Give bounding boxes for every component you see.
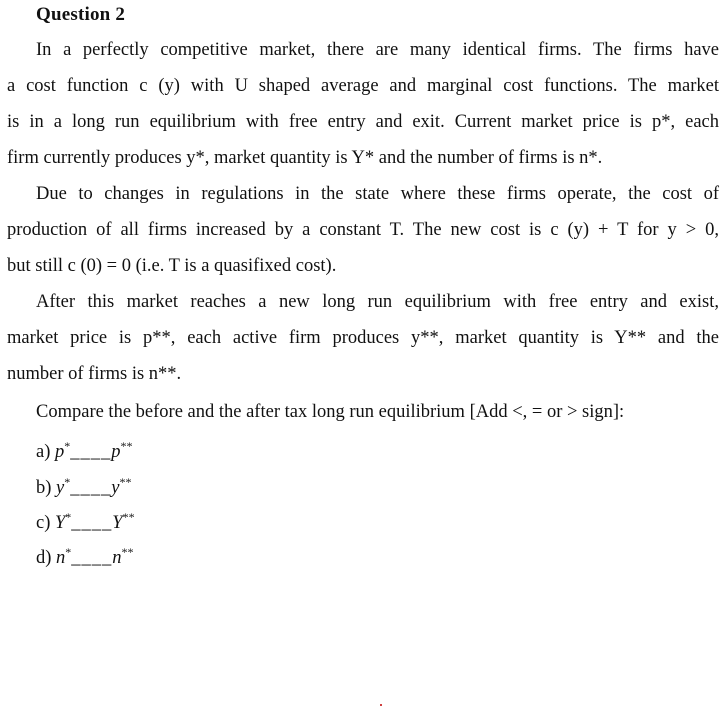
paragraph-text: production of all firms increased by a constant T. The new cost is c (y) + T for y > 0, [7, 220, 719, 240]
choice-left-sup: * [65, 510, 72, 524]
choice-d [36, 546, 134, 570]
choice-left-symbol: p [55, 442, 65, 462]
paragraph-line [7, 104, 719, 140]
answer-blank[interactable]: ____ [71, 548, 113, 568]
paragraph-line [7, 394, 719, 430]
paragraph-text: is in a long run equilibrium with free entry and exit. Current market price is p*, each [7, 112, 719, 132]
paragraph-line [7, 248, 719, 284]
paragraph-line [7, 140, 719, 176]
paragraph-line [7, 320, 719, 356]
question-title: Question 2 [36, 4, 126, 25]
paragraph-text: firm currently produces y*, market quantity is Y* and the number of firms is n*. [7, 148, 603, 168]
choice-right-symbol: y [111, 478, 120, 498]
paragraph-line [7, 212, 719, 248]
paragraph-text: number of firms is n**. [7, 364, 182, 384]
choice-left-sup: * [64, 439, 71, 453]
paragraph-new-equilibrium [7, 284, 719, 392]
choice-right-sup: ** [119, 475, 132, 489]
choice-left-sup: * [65, 545, 72, 559]
answer-blank[interactable]: ____ [70, 478, 112, 498]
paragraph-intro [7, 32, 719, 176]
answer-blank[interactable]: ____ [70, 442, 112, 462]
choice-label: a) [36, 442, 51, 462]
paragraph-text: market price is p**, each active firm produces y**, market quantity is Y** and the [7, 328, 719, 348]
paragraph-text: After this market reaches a new long run equilibrium with free entry and exist, [36, 292, 719, 312]
paragraph-line [7, 176, 719, 212]
choice-left-sup: * [64, 475, 71, 489]
choice-left-symbol: n [56, 548, 66, 568]
paragraph-text: a cost function c (y) with U shaped average and marginal cost functions. The market [7, 76, 719, 96]
choice-a [36, 440, 133, 464]
paragraph-text: Due to changes in regulations in the state where these firms operate, the cost of [36, 184, 719, 204]
choice-right-symbol: n [112, 548, 122, 568]
stray-dot [380, 704, 382, 706]
paragraph-text: In a perfectly competitive market, there are many identical firms. The firms have [36, 40, 719, 60]
choice-right-sup: ** [120, 439, 133, 453]
choice-left-symbol: Y [55, 513, 66, 533]
paragraph-regulation [7, 176, 719, 284]
answer-blank[interactable]: ____ [71, 513, 113, 533]
choice-b [36, 476, 131, 500]
choice-c [36, 511, 135, 535]
choice-right-sup: ** [121, 545, 134, 559]
choice-label: b) [36, 478, 52, 498]
paragraph-line [7, 356, 719, 392]
choice-label: d) [36, 548, 52, 568]
paragraph-line [7, 32, 719, 68]
paragraph-line [7, 284, 719, 320]
choice-label: c) [36, 513, 51, 533]
paragraph-line [7, 68, 719, 104]
choice-left-symbol: y [56, 478, 65, 498]
paragraph-text: but still c (0) = 0 (i.e. T is a quasifixed cost). [7, 256, 337, 276]
choice-right-symbol: p [111, 442, 121, 462]
paragraph-instruction [7, 394, 719, 430]
choice-right-sup: ** [122, 510, 135, 524]
choice-right-symbol: Y [112, 513, 123, 533]
paragraph-text: Compare the before and the after tax long run equilibrium [Add <, = or > sign]: [36, 402, 625, 422]
